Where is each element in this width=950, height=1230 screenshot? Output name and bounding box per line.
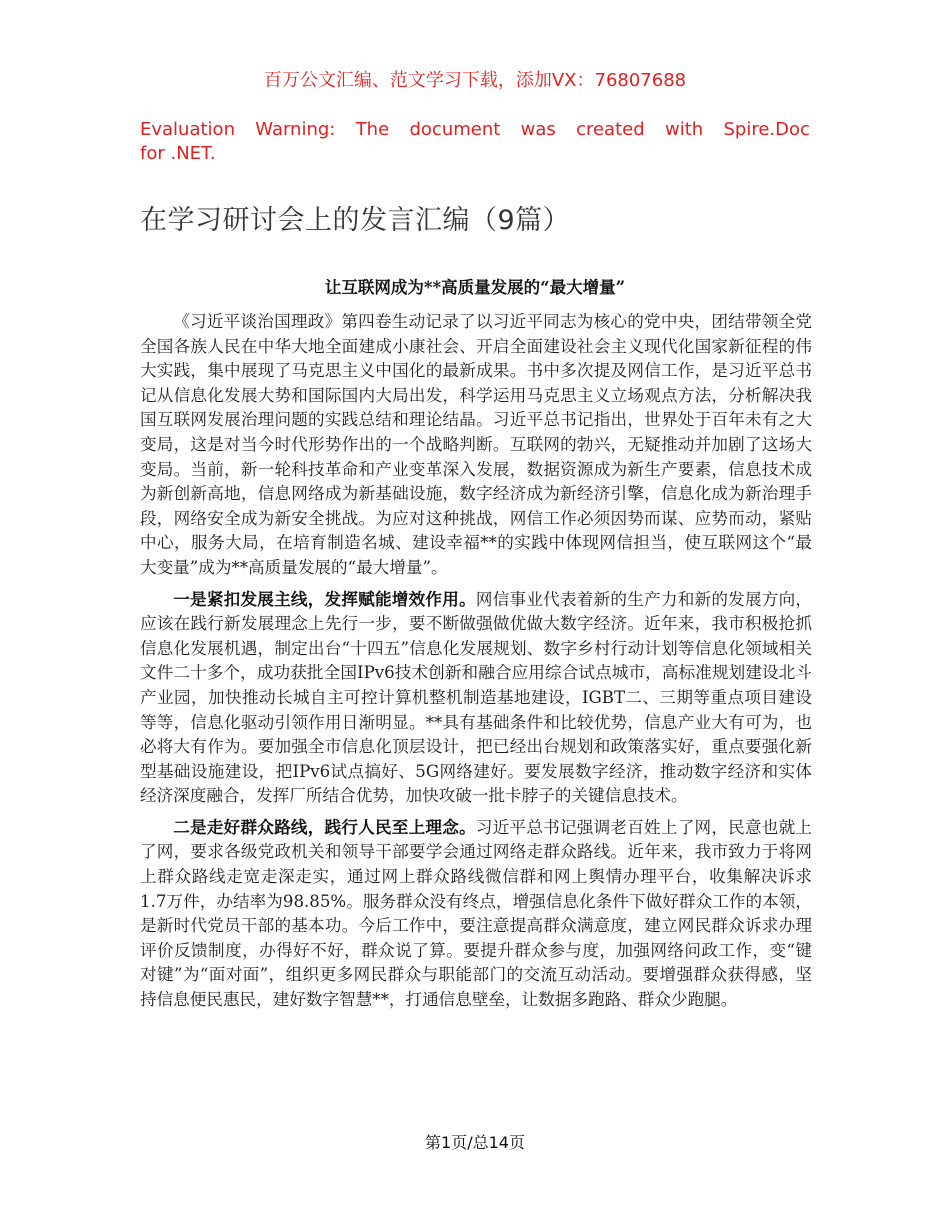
warning-word: Warning:: [255, 119, 336, 140]
warning-word: Evaluation: [140, 119, 235, 140]
point-1-paragraph: [140, 587, 812, 809]
watermark-header: 百万公文汇编、范文学习下载，添加VX：76807688: [263, 70, 687, 91]
intro-paragraph: 《习近平谈治国理政》第四卷生动记录了以习近平同志为核心的党中央，团结带领全党全国各族人民在中华大地全面建成小康社会、开启全面建设社会主义现代化国家新征程的伟大实践，集中展现了马克思主义中国化的最新成果。书中多次提及网信工作，是习近平总书记从信息化发展大势和国际国内大局出发，科学运用马克思主义立场观点方法，分析解决我国互联网发展治理问题的实践总结和理论结晶。习近平总书记指出，世界处于百年未有之大变局，这是对当今时代形势作出的一个战略判断。互联网的勃兴，无疑推动并加剧了这场大变局。当前，新一轮科技革命和产业变革深入发展，数据资源成为新生产要素，信息技术成为新创新高地，信息网络成为新基础设施，数字经济成为新经济引擎，信息化成为新治理手段，网络安全成为新安全挑战。为应对这种挑战，网信工作必须因势而谋、应势而动，紧贴中心，服务大局，在培育制造名城、建设幸福**的实践中体现网信担当，使互联网这个“最大变量”成为**高质量发展的“最大增量”。: [140, 312, 812, 577]
warning-word: document: [409, 119, 501, 140]
point-1-body: 网信事业代表着新的生产力和新的发展方向，应该在践行新发展理念上先行一步，要不断做强做优做大数字经济。近年来，我市积极抢抓信息化发展机遇，制定出台“十四五”信息化发展规划、数字乡村行动计划等信息化领域相关文件二十多个，成功获批全国IPv6技术创新和融合应用综合试点城市，高标准规划建设北斗产业园，加快推动长城自主可控计算机整机制造基地建设，IGBT二、三期等重点项目建设等等，信息化驱动引领作用日渐明显。**具有基础条件和比较优势，信息产业大有可为，也必将大有作为。要加强全市信息化顶层设计，把已经出台规划和政策落实好，重点要强化新型基础设施建设，把IPv6试点搞好、5G网络建好。要发展数字经济，推动数字经济和实体经济深度融合，发挥厂所结合优势，加快攻破一批卡脖子的关键信息技术。: [140, 589, 813, 806]
warning-line-1: [140, 118, 810, 142]
warning-word: created: [576, 119, 645, 140]
point-2-heading: 二是走好群众路线，践行人民至上理念。: [173, 816, 476, 837]
page-number: 第1页/总14页: [425, 1133, 525, 1152]
point-2-body: 习近平总书记强调老百姓上了网，民意也就上了网，要求各级党政机关和领导干部要学会通过网络走群众路线。近年来，我市致力于将网上群众路线走宽走深走实，通过网上群众路线微信群和网上舆情办理平台，收集解决诉求1.7万件，办结率为98.85%。服务群众没有终点，增强信息化条件下做好群众工作的本领，是新时代党员干部的基本功。今后工作中，要注意提高群众满意度，建立网民群众诉求办理评价反馈制度，办得好不好，群众说了算。要提升群众参与度，加强网络问政工作，变“键对键”为“面对面”，组织更多网民群众与职能部门的交流互动活动。要增强群众获得感，坚持信息便民惠民，建好数字智慧**，打通信息壁垒，让数据多跑路、群众少跑腿。: [140, 817, 813, 1010]
speech-subtitle: 让互联网成为**高质量发展的“最大增量”: [324, 278, 626, 297]
warning-word: was: [520, 119, 556, 140]
warning-line-2: for .NET.: [140, 143, 216, 164]
warning-word: The: [355, 119, 390, 140]
document-title: 在学习研讨会上的发言汇编（9篇）: [140, 205, 571, 236]
point-1-heading: 一是紧扣发展主线，发挥赋能增效作用。: [173, 588, 476, 609]
evaluation-warning: [140, 118, 810, 166]
document-body: [140, 310, 812, 1019]
warning-word: Spire.Doc: [723, 119, 810, 140]
warning-word: with: [664, 119, 704, 140]
point-2-paragraph: [140, 815, 812, 1013]
